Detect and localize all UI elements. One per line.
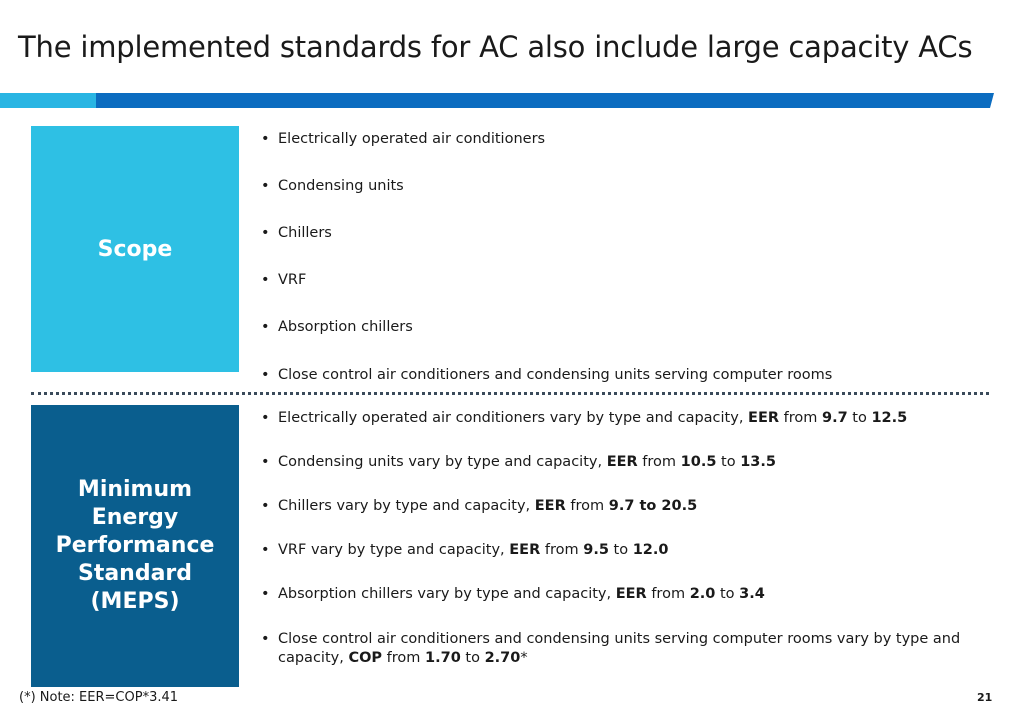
meps-item: • VRF vary by type and capacity, EER from 9.5 to 12.0 xyxy=(261,541,668,560)
header-accent-bar-light xyxy=(0,93,96,108)
scope-label: Scope xyxy=(97,236,173,262)
scope-item: • Absorption chillers xyxy=(261,318,413,337)
scope-item: • Condensing units xyxy=(261,177,404,196)
meps-item: • Chillers vary by type and capacity, EER from 9.7 to 20.5 xyxy=(261,497,697,516)
header-accent-bar-dark xyxy=(96,93,994,108)
meps-item: • Close control air conditioners and condensing units serving computer rooms vary by type and capacity, COP from 1.70 to 2.70* xyxy=(261,630,988,668)
section-divider xyxy=(31,392,989,395)
scope-item: • VRF xyxy=(261,271,306,290)
scope-label-box xyxy=(31,126,239,372)
meps-label-box xyxy=(31,405,239,687)
meps-item: • Absorption chillers vary by type and capacity, EER from 2.0 to 3.4 xyxy=(261,585,765,604)
page-number: 21 xyxy=(977,691,993,704)
scope-item: • Close control air conditioners and condensing units serving computer rooms xyxy=(261,366,832,385)
meps-label-line: Performance xyxy=(55,533,215,558)
meps-item: • Condensing units vary by type and capacity, EER from 10.5 to 13.5 xyxy=(261,453,776,472)
meps-label-line: Minimum Energy xyxy=(77,477,193,530)
scope-item: • Electrically operated air conditioners xyxy=(261,130,545,149)
page-title: The implemented standards for AC also include large capacity ACs xyxy=(18,30,973,64)
footnote: (*) Note: EER=COP*3.41 xyxy=(19,690,179,705)
meps-label-line: Standard (MEPS) xyxy=(77,561,193,614)
scope-item: • Chillers xyxy=(261,224,332,243)
meps-item: • Electrically operated air conditioners vary by type and capacity, EER from 9.7 to 12.5 xyxy=(261,409,907,428)
